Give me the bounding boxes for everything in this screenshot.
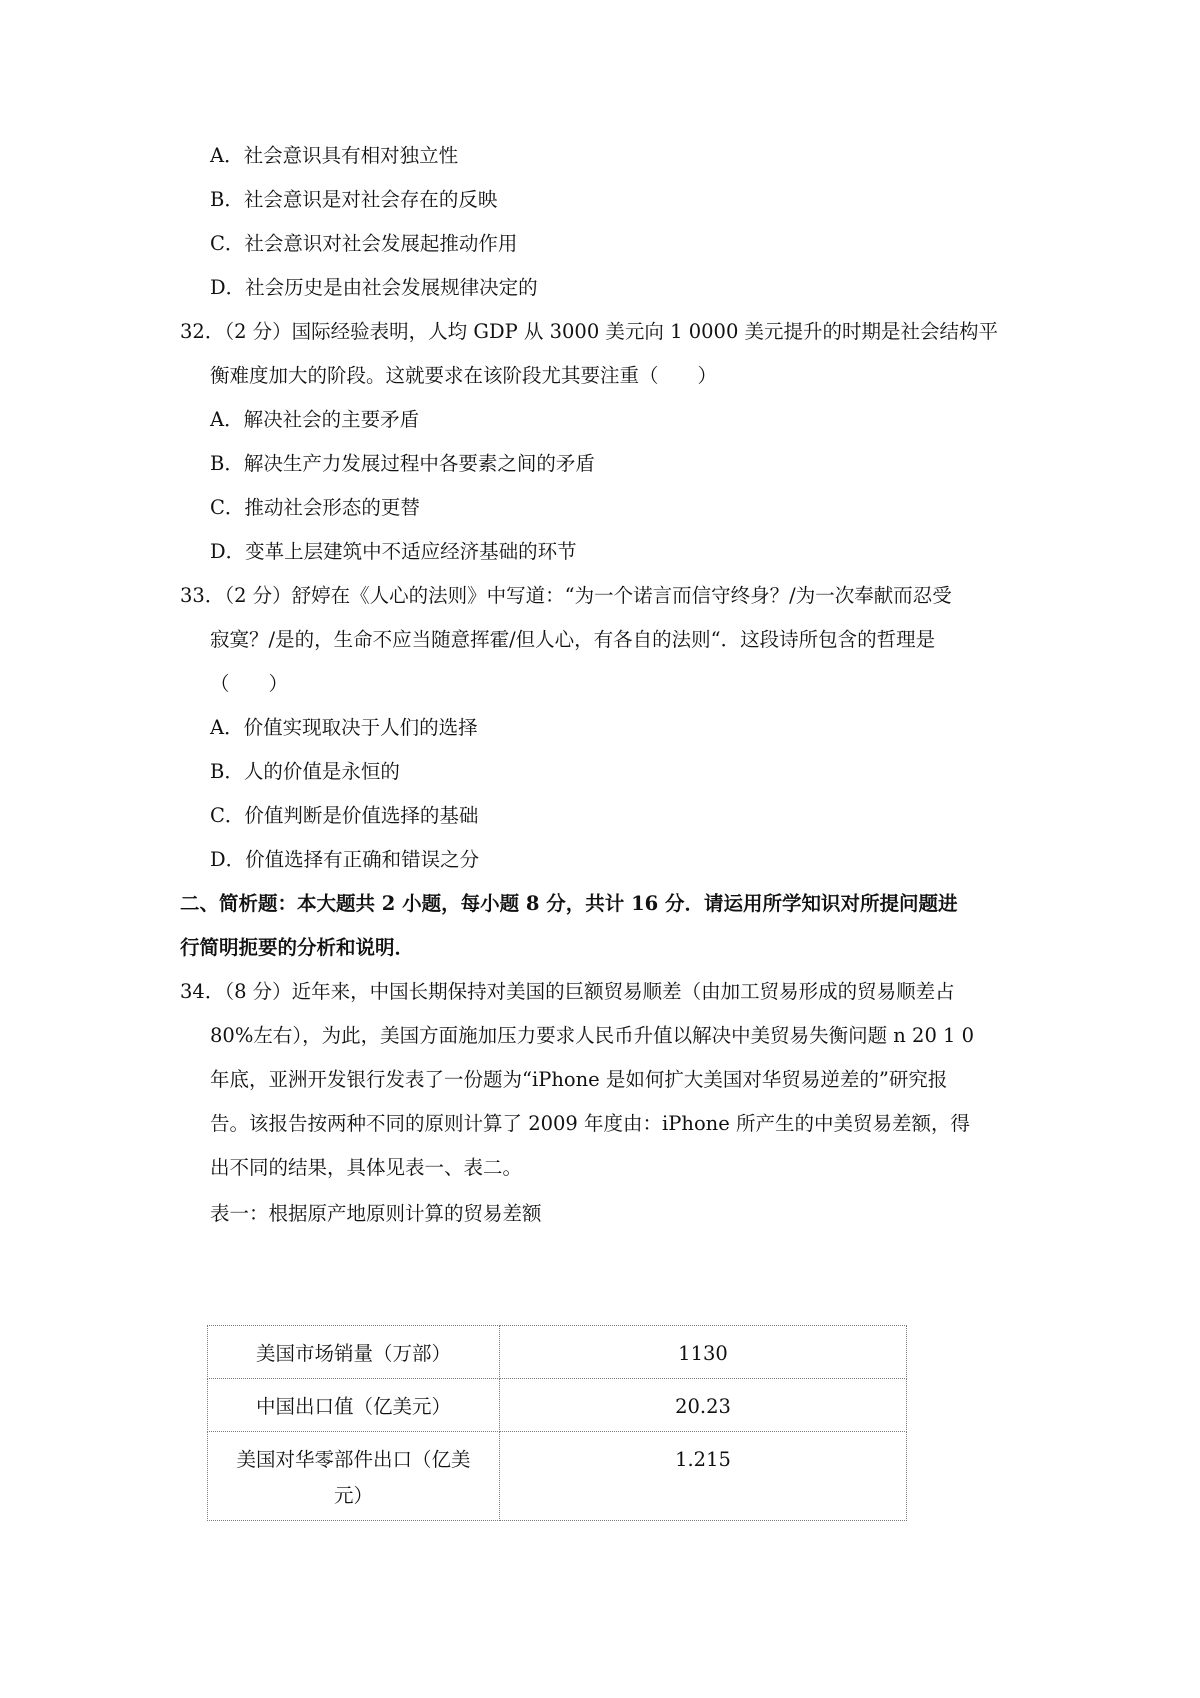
table-cell-value: 1.215 [500,1432,907,1521]
table-cell-label: 美国市场销量（万部） [208,1326,500,1379]
q33-stem-line2: 寂寞？/是的，生命不应当随意挥霍/但人心，有各自的法则“．这段诗所包含的哲理是 [210,628,936,651]
q33-option-c: C．价值判断是价值选择的基础 [210,804,479,827]
table-cell-value: 20.23 [500,1379,907,1432]
table1-caption: 表一：根据原产地原则计算的贸易差额 [210,1202,542,1225]
q31-option-b: B．社会意识是对社会存在的反映 [210,188,498,211]
table-row [208,1432,907,1521]
q31-option-c: C．社会意识对社会发展起推动作用 [210,232,518,255]
q33-option-d: D．价值选择有正确和错误之分 [210,848,480,871]
q32-option-a: A．解决社会的主要矛盾 [210,408,420,431]
q32-option-b: B．解决生产力发展过程中各要素之间的矛盾 [210,452,595,475]
table-row [208,1326,907,1379]
q34-stem-line4: 告。该报告按两种不同的原则计算了 2009 年度由：iPhone 所产生的中美贸易差额，得 [210,1112,970,1135]
table-cell-label [208,1432,500,1521]
table-cell-value: 1130 [500,1326,907,1379]
q34-stem-line5: 出不同的结果，具体见表一、表二。 [210,1156,523,1179]
table-cell-label-line1: 美国对华零部件出口（亿美 [236,1448,471,1471]
q31-option-d: D．社会历史是由社会发展规律决定的 [210,276,538,299]
q32-stem-line2: 衡难度加大的阶段。这就要求在该阶段尤其要注重（ ） [210,364,718,387]
q32-option-d: D．变革上层建筑中不适应经济基础的环节 [210,540,577,563]
q34-stem-line3: 年底，亚洲开发银行发表了一份题为“iPhone 是如何扩大美国对华贸易逆差的”研究报 [210,1068,948,1091]
q33-stem-line1: 33．（2 分）舒婷在《人心的法则》中写道：“为一个诺言而信守终身？/为一次奉献而忍受 [180,584,952,607]
table1 [207,1325,907,1521]
q33-option-b: B．人的价值是永恒的 [210,760,400,783]
table-row [208,1379,907,1432]
q34-stem-line1: 34．（8 分）近年来，中国长期保持对美国的巨额贸易顺差（由加工贸易形成的贸易顺差占 [180,980,955,1003]
table-cell-label: 中国出口值（亿美元） [208,1379,500,1432]
section2-heading-line2: 行简明扼要的分析和说明． [180,936,415,959]
q32-option-c: C．推动社会形态的更替 [210,496,420,519]
q31-option-a: A．社会意识具有相对独立性 [210,144,459,167]
q33-option-a: A．价值实现取决于人们的选择 [210,716,478,739]
q32-stem-line1: 32．（2 分）国际经验表明，人均 GDP 从 3000 美元向 1 0000 美元提升的时期是社会结构平 [180,320,999,343]
section2-heading-line1: 二、简析题：本大题共 2 小题，每小题 8 分，共计 16 分．请运用所学知识对所提问题进 [180,892,958,915]
q34-stem-line2: 80%左右），为此，美国方面施加压力要求人民币升值以解决中美贸易失衡问题 n 20 1 0 [210,1024,975,1047]
q33-stem-line3: （ ） [210,672,289,695]
table-cell-label-line2: 元） [333,1484,373,1507]
